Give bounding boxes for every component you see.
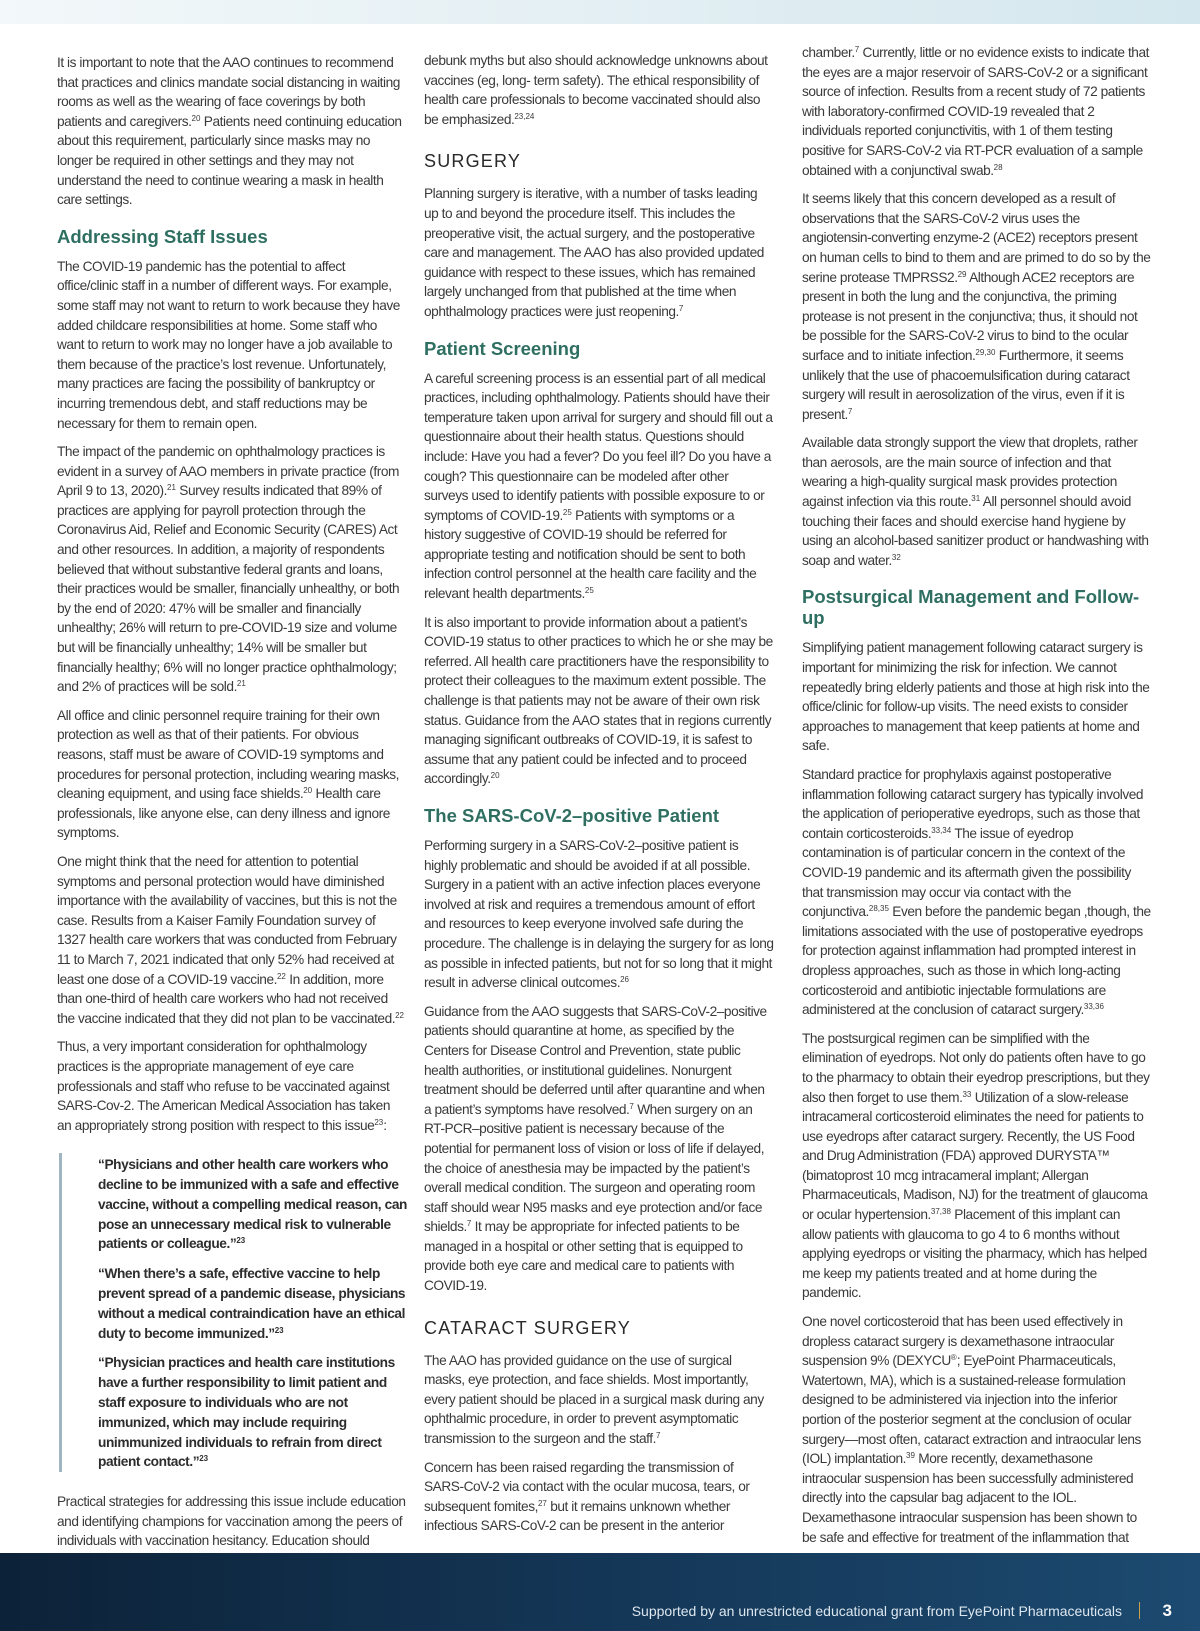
reference: 23 <box>274 1325 284 1335</box>
paragraph: Guidance from the AAO suggests that SARS-CoV-2–positive patients should quarantine at home, as specified by the Centers for Disease Control and Prevention, state public health authorities, or institutional guidelines. Nonurgent treatment should be deferred until after quarantine and when a patient’s symptoms have resolved.$^7$ When surgery on an RT-PCR–positive patient is necessary because of the potential for permanent loss of vision or loss of life if delayed, the choice of anesthesia may be impacted by the patient’s overall medical condition. The surgeon and operating room staff should wear N95 masks and eye protection and/or face shields.$^7$ It may be appropriate for infected patients to be managed in a hospital or other setting that is equipped to provide both eye care and medical care to patients with COVID-19. <box>424 1003 767 1294</box>
paragraph: One might think that the need for attention to potential symptoms and personal protection would have diminished importance with the availability of vaccines, but this is not the case. Results from a Kaiser Family Foundation survey of 1327 health care workers that was conducted from February 11 to March 7, 2021 indicated that only 52% had received at least one dose of a COVID-19 vaccine.$^{22}$ In addition, more than one-third of health care workers who had not received the vaccine indicated that they did not plan to be vaccinated.$^{22}$ <box>57 853 405 1026</box>
reference: 28,35 <box>868 904 889 914</box>
reference: 23 <box>199 1454 209 1464</box>
reference: 29 <box>957 269 967 279</box>
paragraph: debunk myths but also should acknowledge unknowns about vaccines (eg, long- term safety). The ethical responsibility of health care professionals to become vaccinated should also be emphasized.$^{23,24}$ <box>424 53 768 127</box>
paragraph: Concern has been raised regarding the transmission of SARS-CoV-2 via contact with the ocular mucosa, tears, or subsequent fomites,$^{27}$ but it remains unknown whether infectious SARS-CoV-2 can be present in the anterior <box>424 1459 750 1534</box>
heading-patient-screening: Patient Screening <box>424 337 581 359</box>
page-number: 3 <box>1162 1601 1172 1620</box>
heading-addressing-staff-issues: Addressing Staff Issues <box>57 225 268 247</box>
reference: 21 <box>236 679 246 689</box>
reference: 7 <box>655 1431 661 1441</box>
column-3 <box>802 43 1152 1556</box>
ama-quote-block <box>59 1153 407 1472</box>
reference: 22 <box>395 1010 405 1020</box>
reference: 20 <box>490 771 500 781</box>
footer-sponsor-text: Supported by an unrestricted educational grant from EyePoint Pharmaceuticals <box>631 1603 1122 1619</box>
quote: “Physicians and other health care workers who decline to be immunized with a safe and effective vaccine, without a compelling medical reason, can pose an unnecessary medical risk to vulnerable patients or colleague.”$^{23}$ <box>98 1157 408 1252</box>
reference: 20 <box>303 786 313 796</box>
reference: 21 <box>167 483 176 493</box>
reference: 7 <box>466 1219 472 1229</box>
reference: 23 <box>374 1117 384 1127</box>
reference: 7 <box>847 406 853 416</box>
registered-mark: ® <box>950 1353 957 1363</box>
reference: 7 <box>678 303 684 313</box>
reference: 23,24 <box>514 111 535 121</box>
reference: 26 <box>620 975 629 985</box>
paragraph: It is also important to provide information about a patient’s COVID-19 status to other practices to which he or she may be referred. All health care practitioners have the responsibility to protect their colleagues to the maximum extent possible. The challenge is that patients may not be aware of their own risk status. Guidance from the AAO states that in regions currently managing significant outbreaks of COVID-19, it is safest to assume that any patient could be infected and to proceed accordingly.$^{20}$ <box>424 614 773 787</box>
reference: 33,36 <box>1083 1002 1104 1012</box>
paragraph: Planning surgery is iterative, with a number of tasks leading up to and beyond the procedure itself. This includes the preoperative visit, the actual surgery, and the postoperative care and management. The AAO has also provided updated guidance with respect to these issues, which has remained largely unchanged from that published at the time when ophthalmology practices were just reopening.$^7$ <box>424 186 764 319</box>
paragraph: The postsurgical regimen can be simplified with the elimination of eyedrops. Not only do patients often have to go to the pharmacy to obtain their eyedrop prescriptions, but they also then forget to use them.$^{33}$ Utilization of a slow-release intracameral corticosteroid eliminates the need for patients to use eyedrops after cataract surgery. Recently, the US Food and Drug Administration (FDA) approved DURYSTA™ (bimatoprost 10 mcg intracameral implant; Allergan Pharmaceuticals, Madison, NJ) for the treatment of glaucoma or ocular hypertension.$^{37,38}$ Placement of this implant can allow patients with glaucoma to go 4 to 6 months without applying eyedrops or visiting the pharmacy, which has helped me keep my patients treated and at home during the pandemic. <box>802 1030 1150 1301</box>
reference: 28 <box>993 162 1003 172</box>
paragraph: The AAO has provided guidance on the use of surgical masks, eye protection, and face shields. Most importantly, every patient should be placed in a surgical mask during any ophthalmic procedure, in order to prevent asymptomatic transmission to the surgeon and the staff.$^7$ <box>424 1352 764 1447</box>
footer-divider <box>1139 1602 1140 1619</box>
reference: 7 <box>629 1101 634 1111</box>
reference: 25 <box>584 586 594 596</box>
top-header-band <box>0 0 1200 24</box>
paragraph: A careful screening process is an essential part of all medical practices, including ophthalmology. Patients should have their temperature taken upon arrival for surgery and should fill out a questionnaire about their health status. Questions should include: Have you had a fever? Do you feel ill? Do you have a cough? This questionnaire can be modeled after other surveys used to identify patients with possible exposure to or symptoms of COVID-19.25 Patients with symptoms or a history suggestive of COVID-19 should be referred for appropriate testing and notification should be sent to both infection control personnel at the health care facility and the relevant health departments.$^{25}$ <box>424 370 773 602</box>
reference: 31 <box>971 494 981 504</box>
reference: 23 <box>236 1236 246 1246</box>
reference: 7 <box>854 45 860 54</box>
paragraph: It is important to note that the AAO continues to recommend that practices and clinics mandate social distancing in waiting rooms as well as the wearing of face coverings by both patients and caregivers.$^{20}$ Patients need continuing education about this requirement, particularly since masks may no longer be required in other settings and they may not understand the need to continue wearing a mask in health care settings. <box>57 55 402 208</box>
column-1 <box>57 53 407 1560</box>
column-2 <box>424 51 774 1545</box>
reference: 33 <box>962 1089 972 1099</box>
paragraph: Thus, a very important consideration for ophthalmology practices is the appropriate management of eye care professionals and staff who refuse to be vaccinated against SARS-Cov-2. The American Medical Association has taken an appropriately strong position with respect to this issue$^{23}$: <box>57 1039 391 1133</box>
reference: 27 <box>537 1498 547 1508</box>
paragraph: One novel corticosteroid that has been used effectively in dropless cataract surgery is dexamethasone intraocular suspension 9% (DEXYCU®; EyePoint Pharmaceuticals, Watertown, MA), which is a sustained-release formulation designed to be administered via injection into the inferior portion of the posterior segment at the conclusion of ocular surgery—most often, cataract extraction and intraocular lens (IOL) implantation.$^{39}$ More recently, dexamethasone intraocular suspension has been successfully administered directly into the capsular bag adjacent to the IOL. Dexamethasone intraocular suspension has been shown to be safe and effective for treatment of the inflammation that <box>802 1314 1141 1545</box>
paragraph: It seems likely that this concern developed as a result of observations that the SARS-CoV-2 virus uses the angiotensin-converting enzyme-2 (ACE2) receptors present on human cells to bind to them and are primed to do so by the serine protease TMPRSS2.29 Although ACE2 receptors are present in both the lung and the conjunctiva, the priming protease is not present in the conjunctiva; thus, it should not be possible for the SARS-CoV-2 virus to bind to the ocular surface and to initiate infection.$^{29,30}$ Furthermore, it seems unlikely that the use of phacoemulsification during cataract surgery will result in aerosolization of the virus, even if it is present.$^7$ <box>802 191 1151 422</box>
heading-cataract-surgery: CATARACT SURGERY <box>424 1317 631 1338</box>
reference: 22 <box>276 971 286 981</box>
paragraph: chamber.$^7$ Currently, little or no evidence exists to indicate that the eyes are a major reservoir of SARS-CoV-2 or a significant source of infection. Results from a recent study of 72 patients with laboratory-confirmed COVID-19 revealed that 2 individuals reported conjunctivitis, with 1 of them testing positive for SARS-CoV-2 via RT-PCR evaluation of a sample obtained with a conjunctival swab.$^{28}$ <box>802 45 1149 178</box>
paragraph: The impact of the pandemic on ophthalmology practices is evident in a survey of AAO members in private practice (from April 9 to 13, 2020).$^{21}$ Survey results indicated that 89% of practices are applying for payroll protection through the Coronavirus Aid, Relief and Economic Security (CARES) Act and other resources. In addition, a majority of respondents believed that without substantive federal grants and loans, their practices would be smaller, financially unhealthy, or both by the end of 2020: 47% will be smaller and financially unhealthy; 26% will return to pre-COVID-19 size and volume but will be financially unhealthy; 14% will be smaller but financially healthy; 6% will no longer practice ophthalmology; and 2% of practices will be sold.$^{21}$ <box>57 444 400 695</box>
heading-sars-cov-2-positive-patient: The SARS-CoV-2–positive Patient <box>424 805 720 826</box>
quote: “Physician practices and health care institutions have a further responsibility to limit patient and staff exposure to individuals who are not immunized, which may include requiring unimmunized individuals to refrain from direct patient contact.”$^{23}$ <box>98 1355 395 1470</box>
heading-surgery: SURGERY <box>424 151 522 172</box>
reference: 32 <box>891 552 901 562</box>
reference: 29,30 <box>975 347 996 357</box>
reference: 39 <box>906 1451 915 1461</box>
reference: 20 <box>191 113 201 123</box>
paragraph: The COVID-19 pandemic has the potential to affect office/clinic staff in a number of different ways. For example, some staff may not want to return to work because they have added childcare responsibilities at home. Some staff who want to return to work may no longer have a job available to them because of the practice’s lost revenue. Unfortunately, many practices are facing the possibility of bankruptcy or incurring tremendous debt, and staff reductions may be necessary for them to remain open. <box>57 258 400 431</box>
footer-band <box>0 1553 1200 1631</box>
paragraph: Performing surgery in a SARS-CoV-2–positive patient is highly problematic and should be avoided if at all possible. Surgery in a patient with an active infection places everyone involved at risk and requires a tremendous amount of effort and resources to keep everyone involved safe during the procedure. The challenge is in delaying the surgery for as long as possible in infected patients, but not for so long that it might result in adverse clinical outcomes.$^{26}$ <box>424 838 774 991</box>
reference: 25 <box>562 507 572 517</box>
paragraph: Standard practice for prophylaxis against postoperative inflammation following cataract surgery has typically involved the application of perioperative eyedrops, such as those that contain corticosteroids.$^{33,34}$ The issue of eyedrop contamination is of particular concern in the context of the COVID-19 pandemic and its aftermath given the possibility that transmission may occur via contact with the conjunctiva.$^{28,35}$ Even before the pandemic began ,though, the limitations associated with the use of postoperative eyedrops for protection against inflammation had prompted interest in dropless approaches, such as those in which long-acting corticosteroid and antibiotic injectable formulations are administered at the conclusion of cataract surgery.$^{33,36}$ <box>802 767 1151 1018</box>
paragraph: Available data strongly support the view that droplets, rather than aerosols, are the main source of infection and that wearing a high-quality surgical mask provides protection against infection via this route.$^{31}$ All personnel should avoid touching their faces and should exercise hand hygiene by using an alcohol-based sanitizer product or handwashing with soap and water.$^{32}$ <box>802 435 1149 568</box>
reference: 33,34 <box>931 825 952 835</box>
heading-postsurgical-management: Postsurgical Management and Follow-up <box>802 586 1140 629</box>
quote: “When there’s a safe, effective vaccine to help prevent spread of a pandemic disease, physicians without a medical contraindication have an ethical duty to become immunized.”$^{23}$ <box>98 1266 406 1341</box>
reference: 37,38 <box>930 1207 951 1217</box>
paragraph: Simplifying patient management following cataract surgery is important for minimizing the risk for infection. We cannot repeatedly bring elderly patients and those at high risk into the office/clinic for follow-up visits. The need exists to consider approaches to management that keep patients at home and safe. <box>802 640 1150 754</box>
paragraph: All office and clinic personnel require training for their own protection as well as that of their patients. For obvious reasons, staff must be aware of COVID-19 symptoms and procedures for personal protection, including wearing masks, cleaning equipment, and using face shields.$^{20}$ Health care professionals, like anyone else, can deny illness and ignore symptoms. <box>57 707 399 841</box>
paragraph: Practical strategies for addressing this issue include education and identifying champions for vaccination among the peers of individuals with vaccination hesitancy. Education should <box>57 1494 406 1549</box>
